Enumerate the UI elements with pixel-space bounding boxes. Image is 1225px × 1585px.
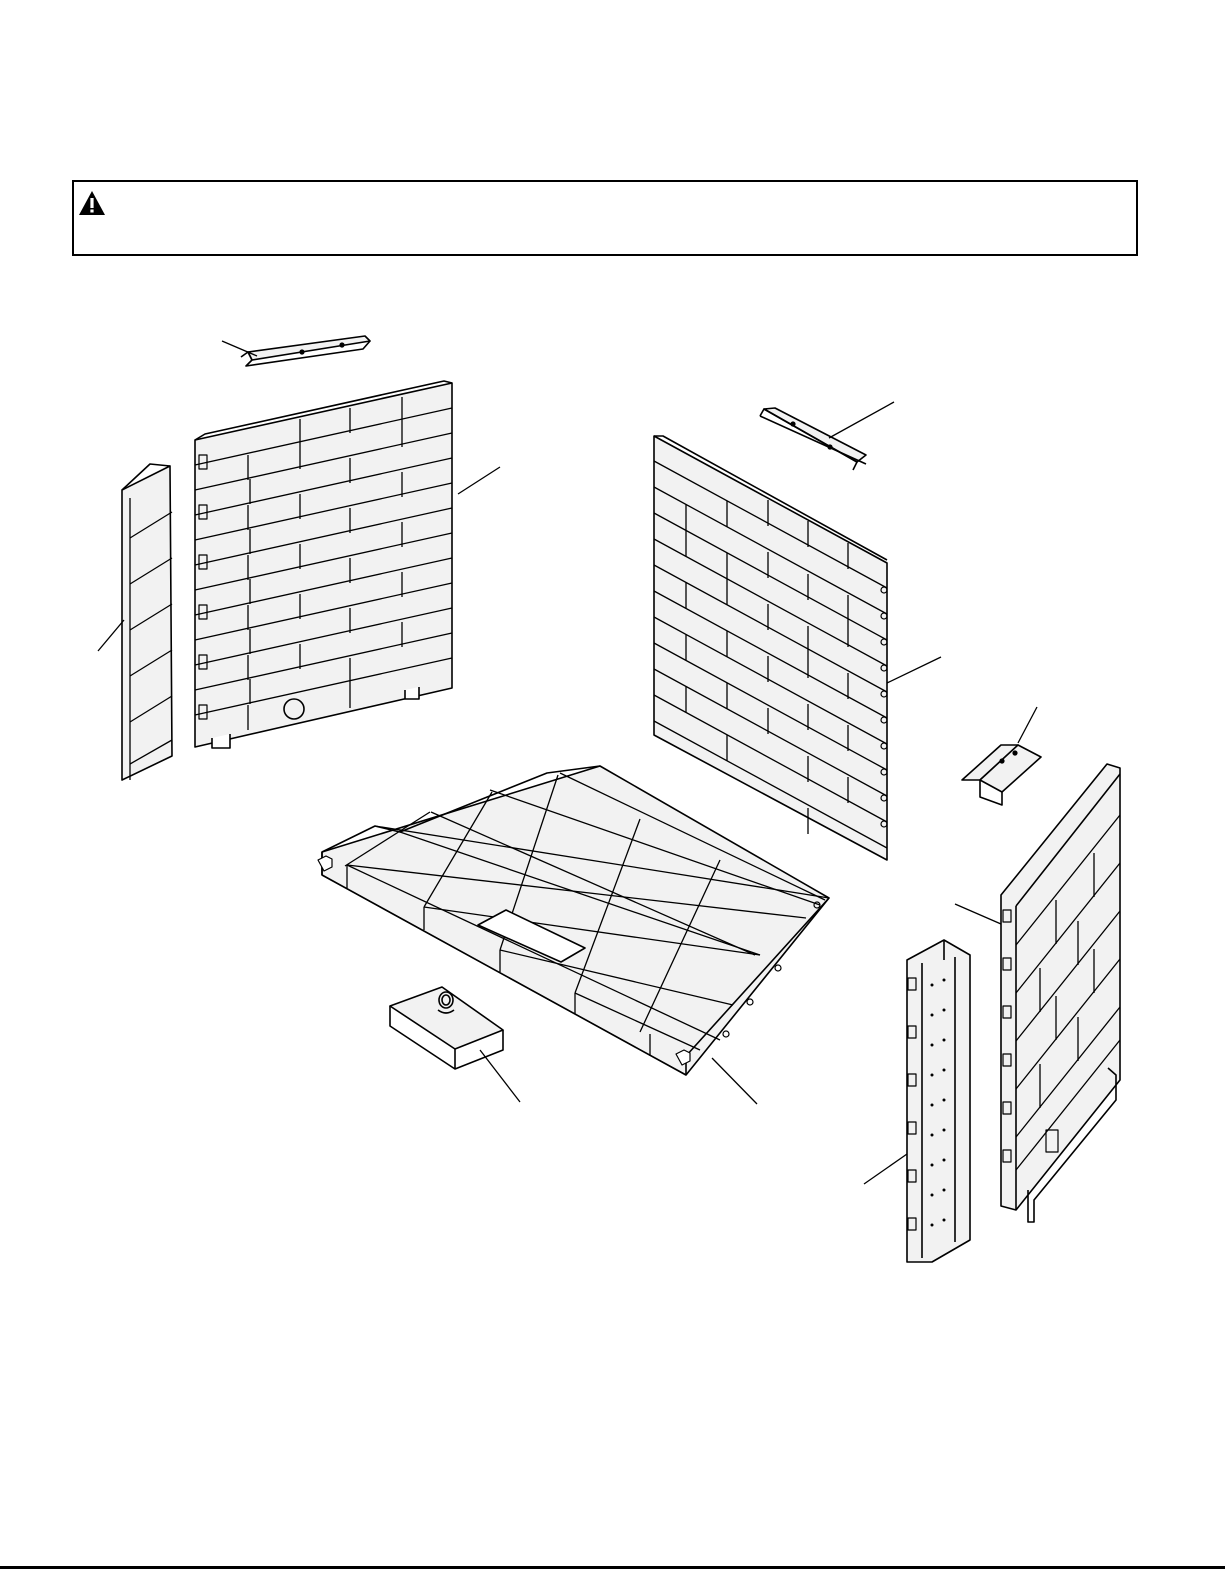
left-wall-panel [195,381,452,748]
rear-wall-panel [654,436,887,860]
leader-line-right-narrow [864,1154,907,1184]
leader-line-right-wall [955,904,1001,924]
right-top-bracket [962,745,1041,805]
left-top-bracket [241,336,370,366]
rear-top-bracket [760,408,866,470]
leader-line-left-bracket [222,341,257,356]
leader-line-ash-plug [480,1050,520,1102]
leader-line-rear-bracket [829,402,894,438]
ash-plug-block [390,987,503,1069]
leader-line-floor [712,1058,757,1104]
left-narrow-panel [122,464,172,780]
right-wall-panel [1001,764,1120,1222]
bottom-rule [0,1566,1225,1569]
leader-line-right-bracket [1018,707,1037,743]
leader-line-rear-wall [887,657,941,683]
right-narrow-panel [907,940,970,1262]
leader-line-left-narrow [98,620,124,651]
leader-line-left-wall [458,467,500,494]
